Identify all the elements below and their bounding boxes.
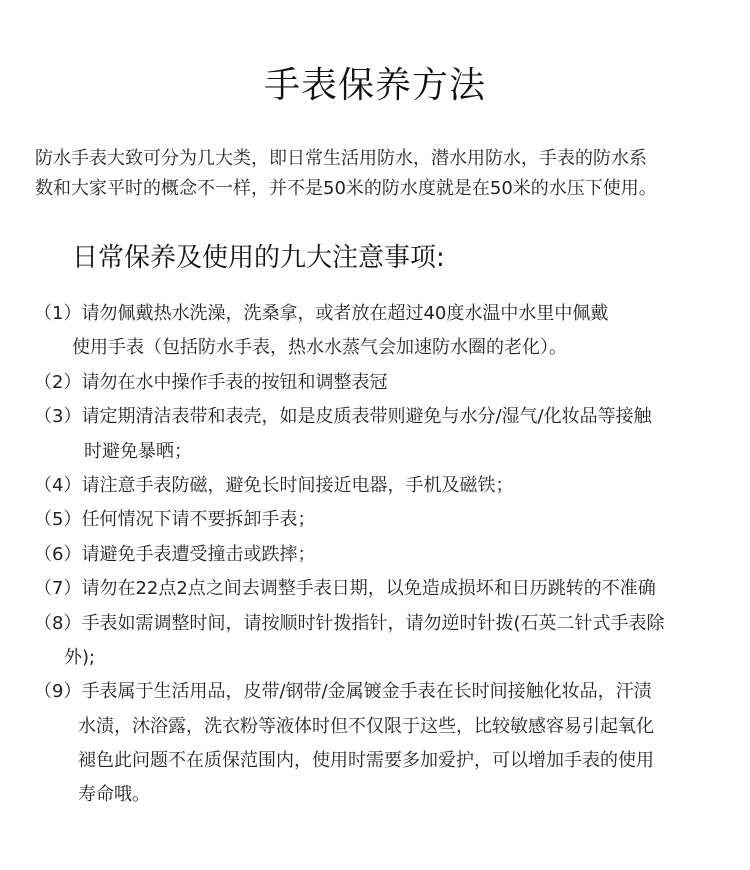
- list-item-first-line: [34, 538, 724, 572]
- list-item-first-line: [34, 469, 724, 503]
- list-item-text: 请避免手表遭受撞击或跌摔；: [81, 543, 316, 565]
- intro-paragraph: [35, 144, 725, 204]
- list-item-text: 请勿在22点2点之间去调整手表日期，以免造成损坏和日历跳转的不准确: [81, 578, 656, 600]
- list-item-continuation-line: 外);: [64, 646, 96, 668]
- list-item-text: 任何情况下请不要拆卸手表；: [81, 509, 316, 531]
- list-item-first-line: [34, 572, 724, 606]
- list-item-first-line: [34, 503, 724, 537]
- list-item-text: 请定期清洁表带和表壳，如是皮质表带则避免与水分/湿气/化妆品等接触: [81, 406, 652, 428]
- list-item-number: （9）: [34, 681, 82, 703]
- list-item-number: （8）: [34, 612, 82, 634]
- care-items-list: [34, 297, 724, 813]
- list-item-number: （2）: [34, 371, 82, 393]
- list-item-first-line: [34, 607, 724, 641]
- list-item-text: 手表如需调整时间，请按顺时针拨指针，请勿逆时针拨(石英二针式手表除: [81, 612, 665, 634]
- list-item: [34, 400, 724, 469]
- intro-line: 数和大家平时的概念不一样，并不是50米的防水度就是在50米的水压下使用。: [35, 178, 657, 199]
- list-item: [34, 675, 724, 813]
- list-item-number: （1）: [34, 303, 82, 324]
- list-item-text: 请勿在水中操作手表的按钮和调整表冠: [81, 371, 388, 393]
- intro-line: 防水手表大致可分为几大类，即日常生活用防水，潜水用防水，手表的防水系: [35, 148, 647, 169]
- list-item-first-line: [34, 297, 724, 331]
- list-item-continuation-line: 使用手表（包括防水手表，热水水蒸气会加速防水圈的老化）。: [72, 337, 567, 359]
- list-item-text: 手表属于生活用品，皮带/钢带/金属镀金手表在长时间接触化妆品，汗渍: [81, 681, 652, 703]
- list-item: [34, 607, 724, 676]
- list-item-number: （7）: [34, 578, 82, 600]
- list-item: [34, 469, 724, 503]
- list-item-number: （5）: [34, 509, 82, 531]
- list-item-number: （6）: [34, 543, 82, 565]
- list-item-continuation-line: 水渍，沐浴露，洗衣粉等液体时但不仅限于这些，比较敏感容易引起氧化: [78, 715, 654, 737]
- list-item-number: （3）: [34, 406, 82, 428]
- list-item-first-line: [34, 400, 724, 434]
- list-item-continuation-line: 寿命哦。: [78, 784, 150, 806]
- section-subtitle: 日常保养及使用的九大注意事项:: [72, 243, 445, 273]
- list-item: [34, 572, 724, 606]
- list-item-first-line: [34, 366, 724, 400]
- list-item-number: （4）: [34, 474, 82, 496]
- page-title: 手表保养方法: [263, 65, 486, 106]
- list-item-text: 请注意手表防磁，避免长时间接近电器，手机及磁铁；: [81, 474, 514, 496]
- list-item-continuation-line: 褪色此问题不在质保范围内，使用时需要多加爱护，可以增加手表的使用: [78, 750, 654, 772]
- list-item: [34, 366, 724, 400]
- list-item-first-line: [34, 675, 724, 709]
- list-item: [34, 297, 724, 366]
- list-item: [34, 503, 724, 537]
- list-item-continuation-line: 时避免暴晒；: [84, 440, 192, 462]
- list-item: [34, 538, 724, 572]
- list-item-text: 请勿佩戴热水洗澡，洗桑拿，或者放在超过40度水温中水里中佩戴: [81, 303, 609, 324]
